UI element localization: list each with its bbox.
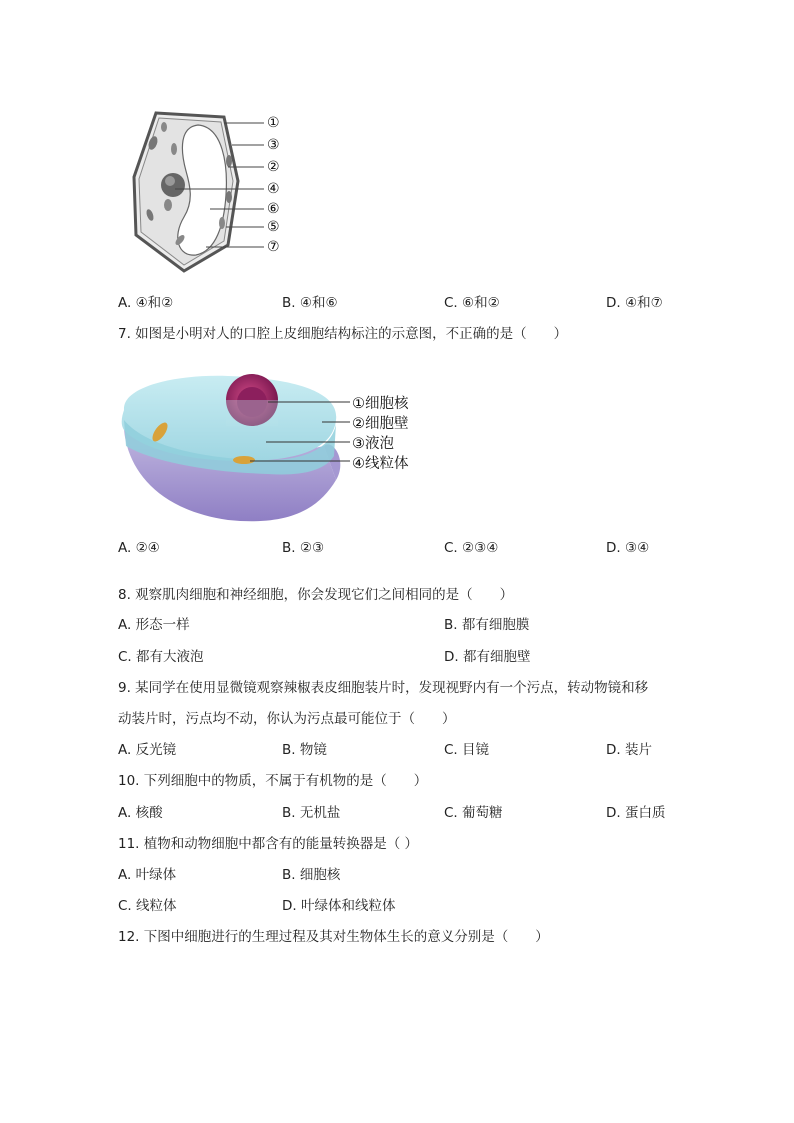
q11-option-a[interactable]: A. 叶绿体	[118, 867, 177, 883]
q7-option-c[interactable]: C. ②③④	[444, 540, 499, 556]
q10-option-d[interactable]: D. 蛋白质	[606, 805, 666, 821]
q8-option-c[interactable]: C. 都有大液泡	[118, 649, 204, 665]
fig6-label-3: ③	[267, 137, 280, 153]
q6-option-d[interactable]: D. ④和⑦	[606, 295, 663, 311]
fig7-label-nucleus: ①细胞核	[352, 396, 409, 412]
q10-option-c[interactable]: C. 葡萄糖	[444, 805, 503, 821]
q12-stem: 12. 下图中细胞进行的生理过程及其对生物体生长的意义分别是（ ）	[118, 929, 549, 945]
fig6-label-6: ⑥	[267, 201, 280, 217]
q8-option-a[interactable]: A. 形态一样	[118, 617, 190, 633]
q9-stem-line2: 动装片时，污点均不动，你认为污点最可能位于（ ）	[118, 711, 456, 727]
q7-stem: 7. 如图是小明对人的口腔上皮细胞结构标注的示意图，不正确的是（ ）	[118, 326, 568, 342]
q11-option-d[interactable]: D. 叶绿体和线粒体	[282, 898, 396, 914]
q11-stem: 11. 植物和动物细胞中都含有的能量转换器是（ ）	[118, 836, 419, 852]
q8-option-b[interactable]: B. 都有细胞膜	[444, 617, 530, 633]
q9-option-d[interactable]: D. 装片	[606, 742, 652, 758]
q9-option-b[interactable]: B. 物镜	[282, 742, 327, 758]
q7-option-b[interactable]: B. ②③	[282, 540, 325, 556]
fig6-label-5: ⑤	[267, 219, 280, 235]
q9-option-c[interactable]: C. 目镜	[444, 742, 490, 758]
plant-cell-figure	[128, 105, 298, 275]
q7-option-a[interactable]: A. ②④	[118, 540, 160, 556]
q11-option-c[interactable]: C. 线粒体	[118, 898, 177, 914]
q10-stem: 10. 下列细胞中的物质，不属于有机物的是（ ）	[118, 773, 428, 789]
q6-option-a[interactable]: A. ④和②	[118, 295, 174, 311]
mitochondrion	[233, 456, 255, 464]
fig7-label-vacuole: ③液泡	[352, 436, 394, 452]
fig6-label-1: ①	[267, 115, 280, 131]
q9-stem-line1: 9. 某同学在使用显微镜观察辣椒表皮细胞装片时，发现视野内有一个污点，转动物镜和移	[118, 680, 649, 696]
fig6-label-4: ④	[267, 181, 280, 197]
q10-option-a[interactable]: A. 核酸	[118, 805, 163, 821]
fig6-label-7: ⑦	[267, 239, 280, 255]
fig7-label-cell-wall: ②细胞壁	[352, 416, 409, 432]
oral-cell-figure	[118, 360, 428, 526]
q7-option-d[interactable]: D. ③④	[606, 540, 650, 556]
q6-option-c[interactable]: C. ⑥和②	[444, 295, 500, 311]
q6-option-b[interactable]: B. ④和⑥	[282, 295, 338, 311]
q9-option-a[interactable]: A. 反光镜	[118, 742, 177, 758]
q8-option-d[interactable]: D. 都有细胞壁	[444, 649, 531, 665]
q10-option-b[interactable]: B. 无机盐	[282, 805, 341, 821]
q8-stem: 8. 观察肌肉细胞和神经细胞，你会发现它们之间相同的是（ ）	[118, 587, 514, 603]
fig7-label-mitochondria: ④线粒体	[352, 456, 409, 472]
q11-option-b[interactable]: B. 细胞核	[282, 867, 341, 883]
fig6-label-2: ②	[267, 159, 280, 175]
